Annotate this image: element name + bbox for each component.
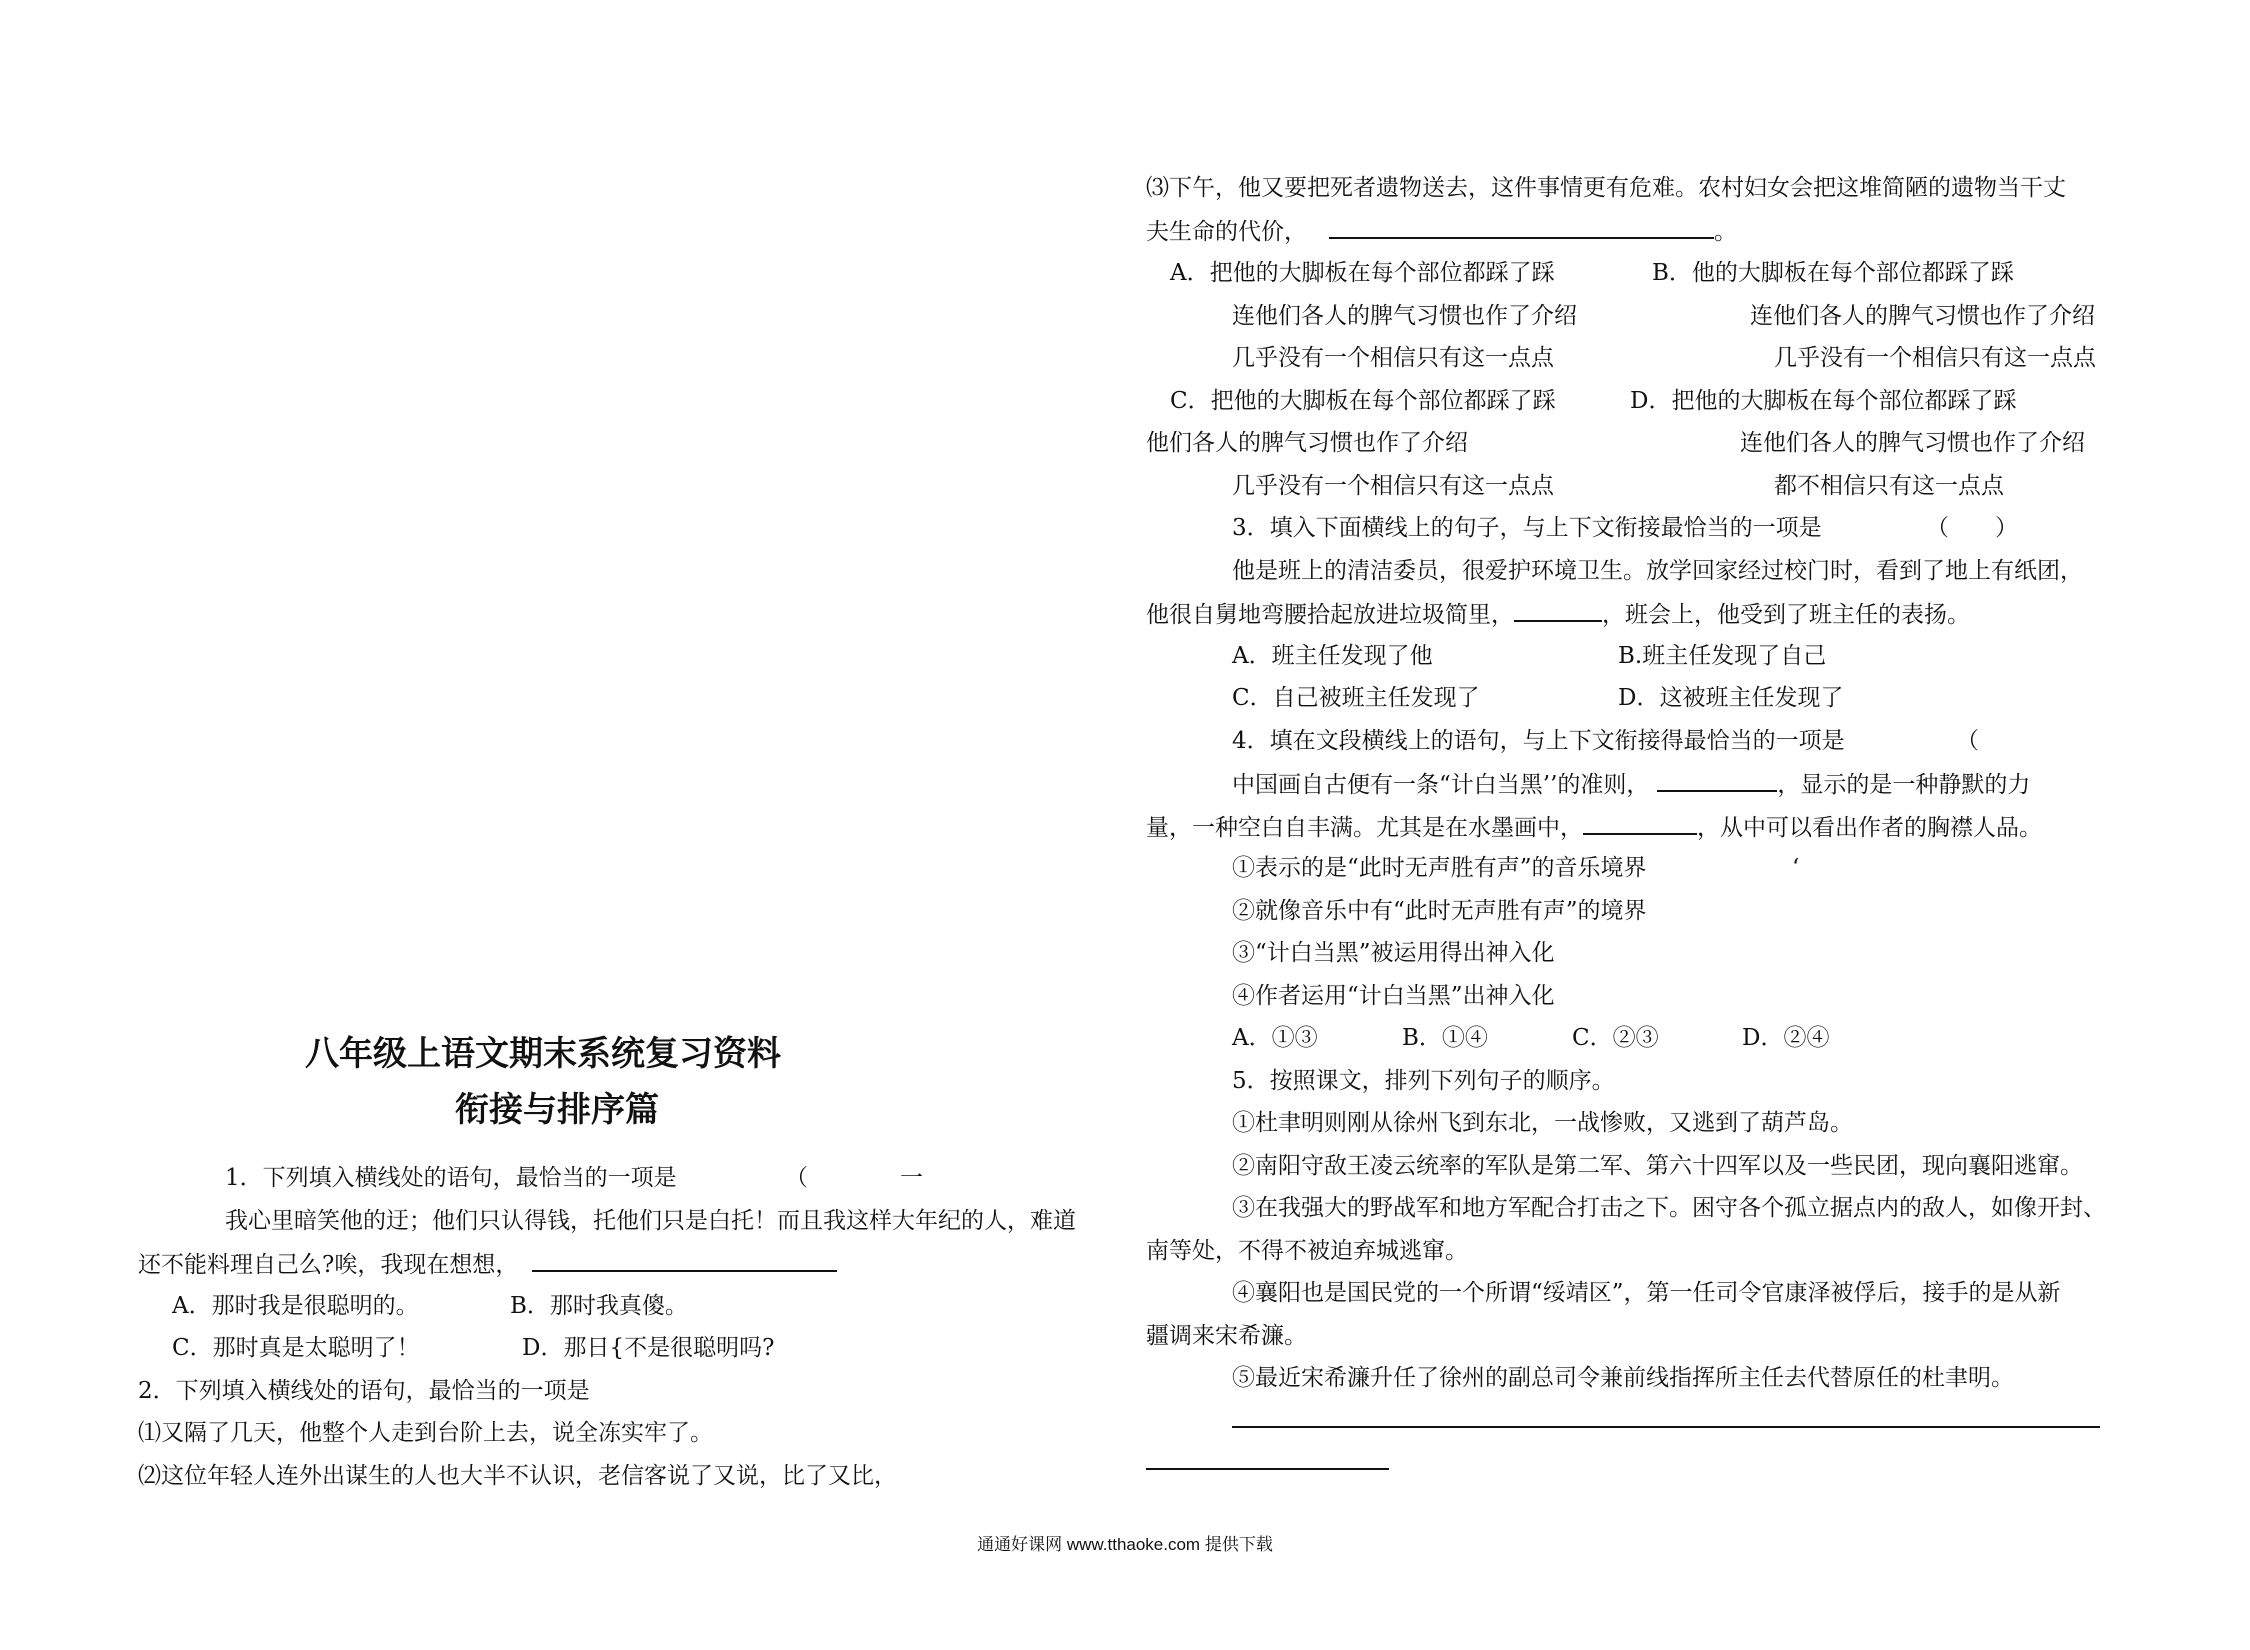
q4-item-1-mark: ‘ [1792,855,1800,881]
q3-option-b: B.班主任发现了自己 [1618,643,1827,669]
q4-text-line1 [1232,768,2030,800]
q2-option-b-line1: B．他的大脚板在每个部位都踩了踩 [1652,260,2014,286]
q2-option-d-line3: 都不相信只有这一点点 [1774,473,2004,499]
q4-item-4: ④作者运用“计白当黑”出神入化 [1232,983,1555,1009]
q3-text-line1: 他是班上的清洁委员，很爱护环境卫生。放学回家经过校门时，看到了地上有纸团， [1232,558,2083,584]
q1-text-line2 [138,1248,837,1280]
q3-text-line2b: ，班会上，他受到了班主任的表扬。 [1602,602,1970,628]
q4-blank-1[interactable] [1657,768,1777,792]
q3-stem: 3．填入下面横线上的句子，与上下文衔接最恰当的一项是 [1232,515,1822,541]
q4-item-2: ②就像音乐中有“此时无声胜有声”的境界 [1232,898,1647,924]
q2-option-a-line3: 几乎没有一个相信只有这一点点 [1232,345,1554,371]
q2-sentence-3-line2 [1146,215,1737,247]
q4-option-c: C．②③ [1572,1025,1659,1051]
q1-stem: 1．下列填入横线处的语句，最恰当的一项是 [225,1165,677,1191]
q4-option-b: B．①④ [1402,1025,1488,1051]
q2-option-b-line3: 几乎没有一个相信只有这一点点 [1774,345,2096,371]
q4-paren: （ [1956,728,1979,754]
q1-paren: （ 一 [785,1165,923,1191]
q2-option-c-line3: 几乎没有一个相信只有这一点点 [1232,473,1554,499]
q1-option-b: B．那时我真傻。 [510,1293,688,1319]
q2-answer-blank[interactable] [1329,215,1714,239]
q2-sentence-3-end: 。 [1714,219,1737,245]
q3-answer-blank[interactable] [1514,598,1602,622]
q4-text-line2 [1146,811,2042,843]
q4-text-line1a: 中国画自古便有一条“计白当黑’’的准则， [1232,772,1650,798]
q1-option-d: D．那日{不是很聪明吗? [522,1335,775,1361]
q1-answer-blank[interactable] [532,1248,837,1272]
q5-sentence-3-line2: 南等处，不得不被迫弃城逃窜。 [1146,1238,1468,1264]
q5-sentence-1: ①杜聿明则刚从徐州飞到东北，一战惨败，又逃到了葫芦岛。 [1232,1110,1853,1136]
q4-blank-2[interactable] [1583,811,1697,835]
q2-option-d-line1: D．把他的大脚板在每个部位都踩了踩 [1630,388,2017,414]
q4-stem: 4．填在文段横线上的语句，与上下文衔接得最恰当的一项是 [1232,728,1845,754]
q2-option-a-line1: A．把他的大脚板在每个部位都踩了踩 [1170,260,1555,286]
q1-text-line2-content: 还不能料理自己么?唉，我现在想想， [138,1252,519,1278]
q5-sentence-3-line1: ③在我强大的野战军和地方军配合打击之下。困守各个孤立据点内的敌人，如像开封、 [1232,1195,2106,1221]
q5-sentence-2: ②南阳守敌王凌云统率的军队是第二军、第六十四军以及一些民团，现向襄阳逃窜。 [1232,1153,2083,1179]
q4-text-line1b: ，显示的是一种静默的力 [1777,772,2031,798]
q1-text-line1: 我心里暗笑他的迂；他们只认得钱，托他们只是白托！而且我这样大年纪的人，难道 [225,1208,1076,1234]
q2-option-d-line2: 连他们各人的脾气习惯也作了介绍 [1740,430,2085,456]
q4-option-a: A．①③ [1232,1025,1318,1051]
q3-text-line2 [1146,598,1970,630]
q4-text-line2a: 量，一种空白自丰满。尤其是在水墨画中， [1146,815,1583,841]
q5-sentence-5: ⑤最近宋希濂升任了徐州的副总司令兼前线指挥所主任去代替原任的杜聿明。 [1232,1365,2014,1391]
document-subtitle: 衔接与排序篇 [455,1090,659,1130]
q2-option-a-line2: 连他们各人的脾气习惯也作了介绍 [1232,303,1577,329]
q4-item-3: ③“计白当黑”被运用得出神入化 [1232,940,1555,966]
q5-sentence-4-line1: ④襄阳也是国民党的一个所谓“绥靖区”，第一任司令官康泽被俘后，接手的是从新 [1232,1280,2061,1306]
q2-sentence-3-line1: ⑶下午，他又要把死者遗物送去，这件事情更有危难。农村妇女会把这堆简陋的遗物当干丈 [1146,175,2066,201]
q3-paren: （ ） [1926,515,2018,541]
q2-option-c-line1: C．把他的大脚板在每个部位都踩了踩 [1170,388,1556,414]
q3-option-d: D．这被班主任发现了 [1618,685,1844,711]
q3-text-line2a: 他很自舅地弯腰拾起放进垃圾简里， [1146,602,1514,628]
q2-sentence-3-line2-content: 夫生命的代价， [1146,219,1307,245]
q5-stem: 5．按照课文，排列下列句子的顺序。 [1232,1068,1615,1094]
q4-item-1: ①表示的是“此时无声胜有声”的音乐境界 [1232,855,1647,881]
q5-answer-line-2[interactable] [1146,1468,1389,1470]
q1-option-c: C．那时真是太聪明了！ [172,1335,420,1361]
q1-option-a: A．那时我是很聪明的。 [172,1293,419,1319]
q2-option-c-line2: 他们各人的脾气习惯也作了介绍 [1146,430,1468,456]
q4-text-line2b: ，从中可以看出作者的胸襟人品。 [1697,815,2042,841]
q3-option-a: A．班主任发现了他 [1232,643,1433,669]
q2-option-b-line2: 连他们各人的脾气习惯也作了介绍 [1750,303,2095,329]
q5-answer-line-1[interactable] [1232,1426,2100,1428]
q5-sentence-4-line2: 疆调来宋希濂。 [1146,1323,1307,1349]
q2-stem: 2．下列填入横线处的语句，最恰当的一项是 [138,1378,590,1404]
q2-sentence-2: ⑵这位年轻人连外出谋生的人也大半不认识，老信客说了又说，比了又比， [138,1463,897,1489]
q4-option-d: D．②④ [1742,1025,1830,1051]
q2-sentence-1: ⑴又隔了几天，他整个人走到台阶上去，说全冻实牢了。 [138,1420,713,1446]
page-footer: 通通好课网 www.tthaoke.com 提供下载 [977,1535,1273,1554]
document-title: 八年级上语文期末系统复习资料 [305,1034,781,1074]
q3-option-c: C．自己被班主任发现了 [1232,685,1480,711]
